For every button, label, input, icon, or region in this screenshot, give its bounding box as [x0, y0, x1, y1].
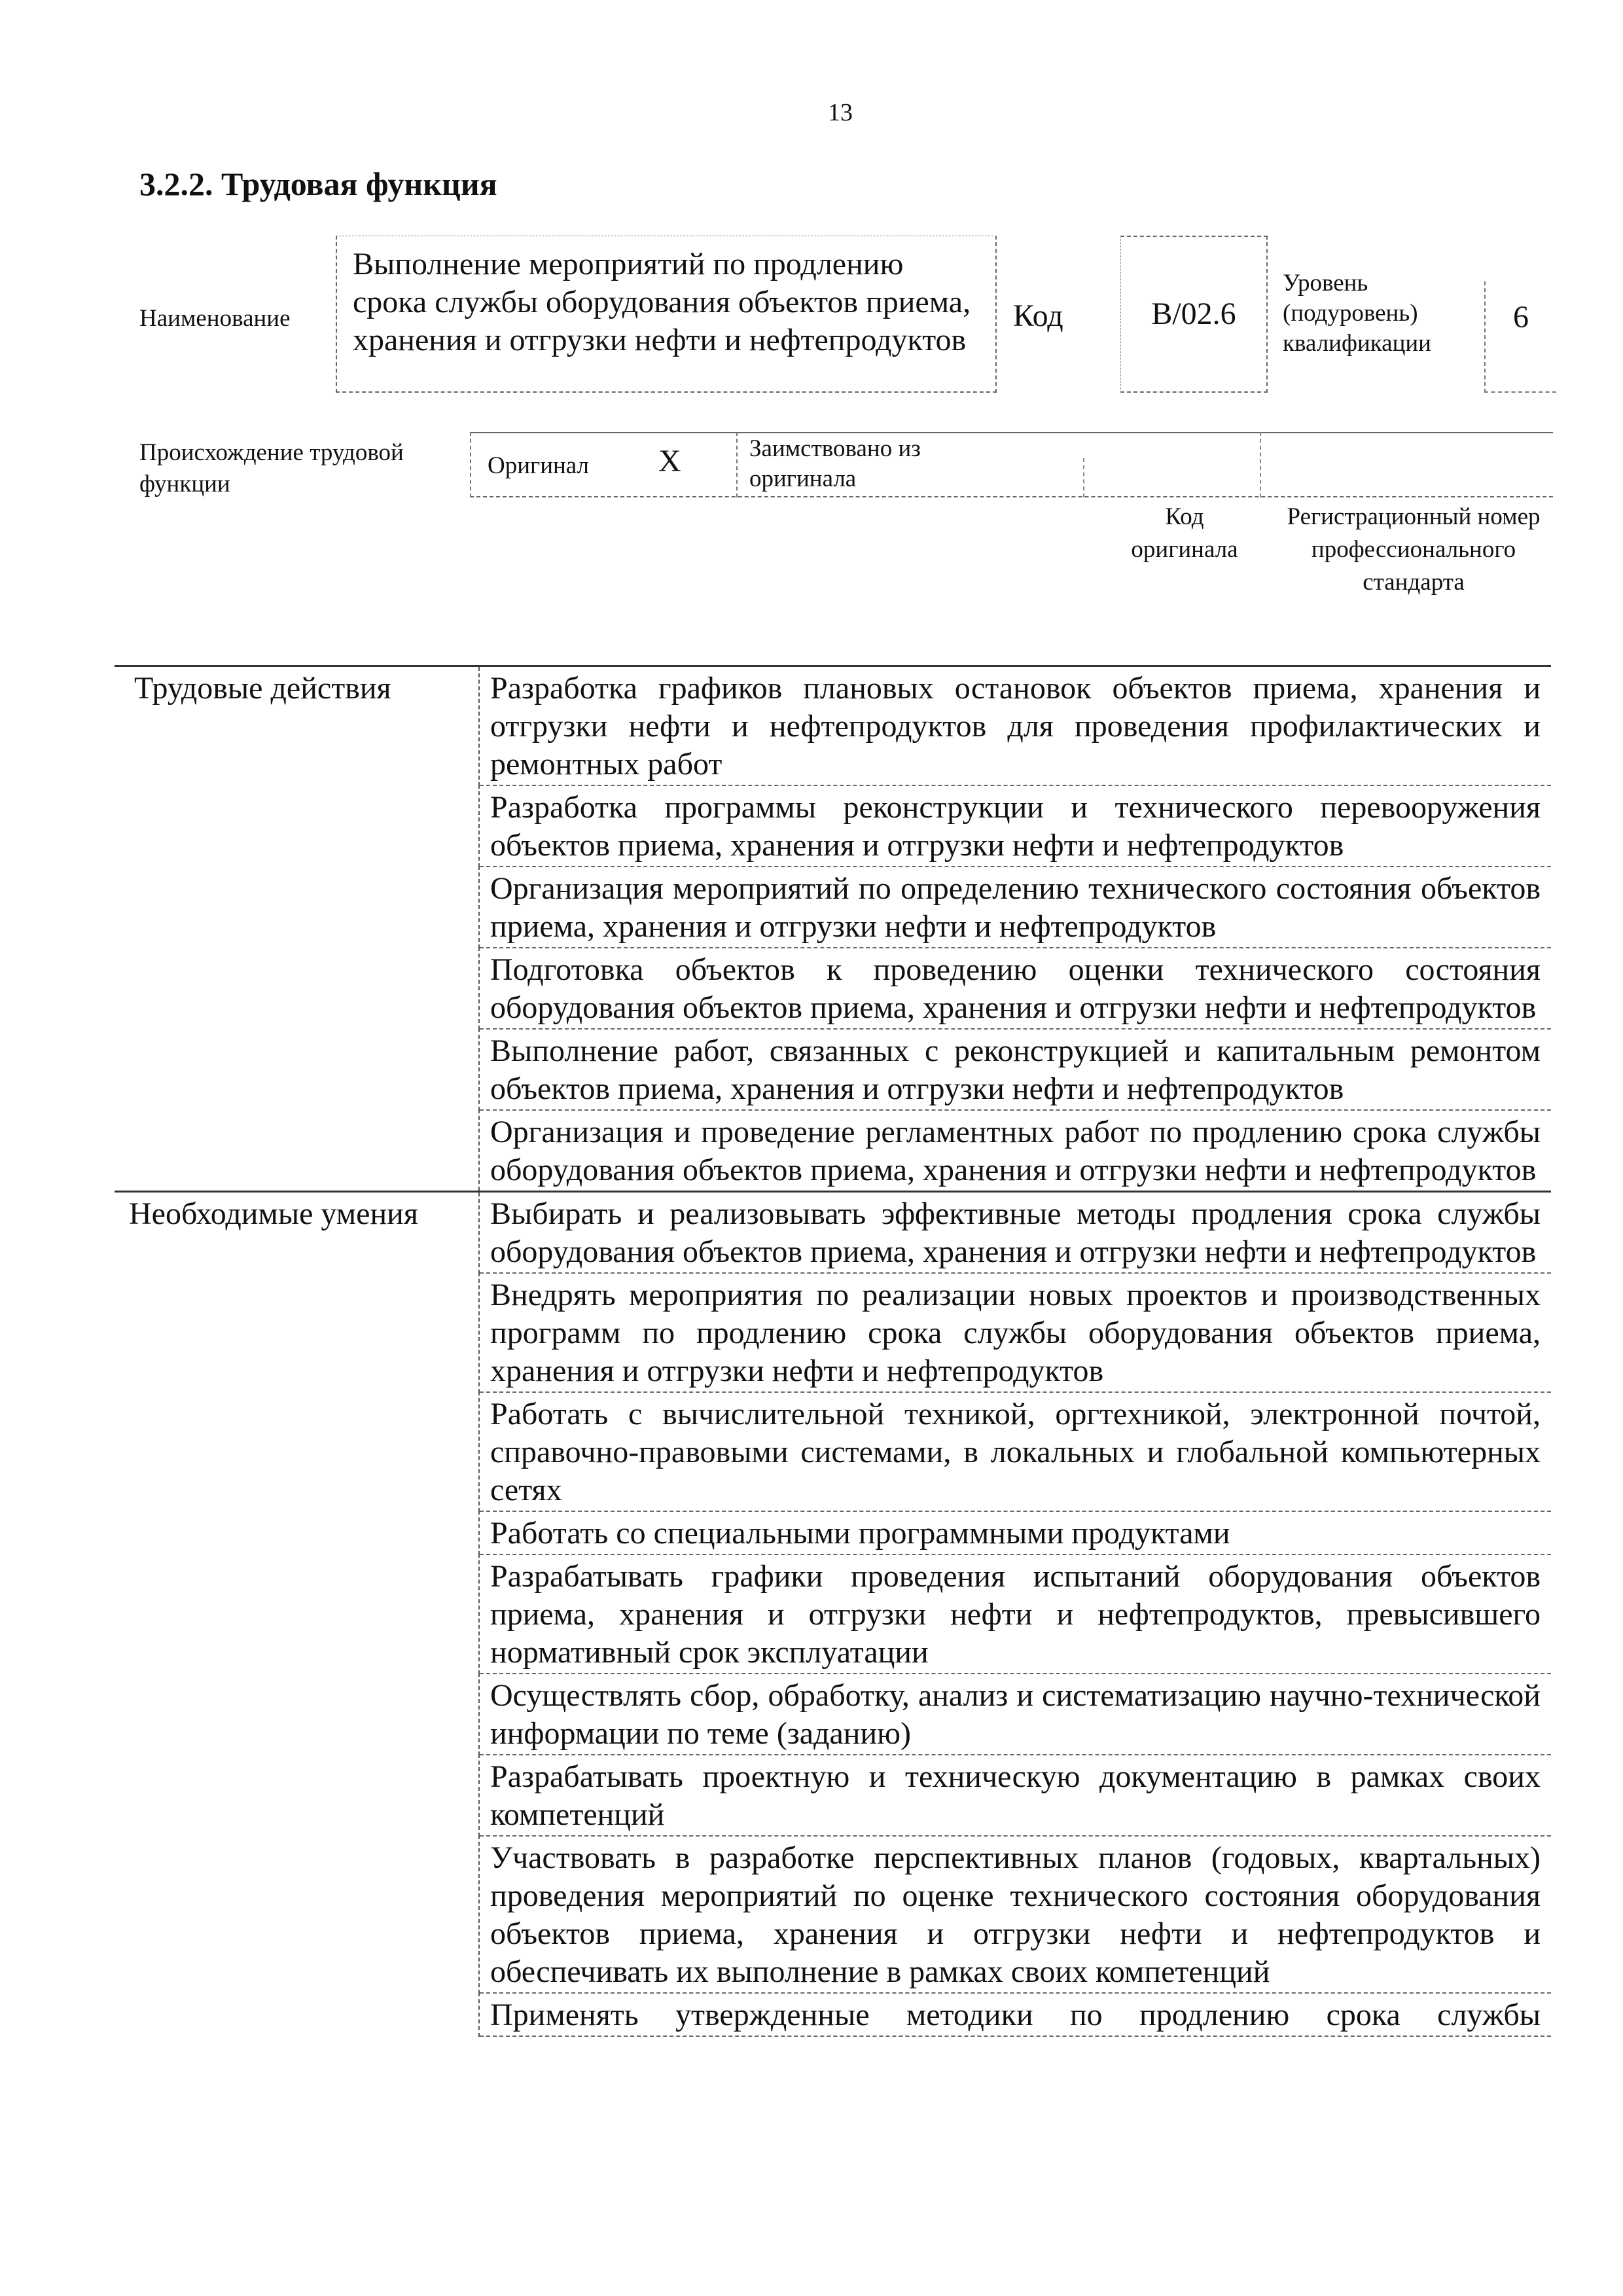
- origin-divider-left: [470, 432, 473, 497]
- original-mark: X: [658, 444, 681, 478]
- skill-item: Работать со специальными программными продуктами: [479, 1511, 1551, 1554]
- labor-actions-label: Трудовые действия: [115, 666, 479, 1192]
- skill-item: Разрабатывать проектную и техническую документацию в рамках своих компетенций: [479, 1755, 1551, 1836]
- level-label-line-2: (подуровень): [1283, 300, 1418, 327]
- function-code-box: [1120, 236, 1268, 393]
- skill-item: Внедрять мероприятия по реализации новых проектов и производственных программ по продлению срока службы оборудования объектов приема, хранения и отгрузки нефти и нефтепродуктов: [479, 1273, 1551, 1392]
- skill-item: Разрабатывать графики проведения испытаний оборудования объектов приема, хранения и отгрузки нефти и нефтепродуктов, превысившего нормативный срок эксплуатации: [479, 1554, 1551, 1674]
- code-label: Код: [1013, 298, 1063, 333]
- reg-number-caption: Регистрационный номер профессионального стандарта: [1287, 503, 1541, 596]
- function-name: Выполнение мероприятий по продлению срока службы оборудования объектов приема, хранения и отгрузки нефти и нефтепродуктов: [353, 247, 971, 357]
- labor-action-item: Разработка графиков плановых остановок объектов приема, хранения и отгрузки нефти и нефтепродуктов для проведения профилактических и ремонтных работ: [479, 666, 1551, 786]
- labor-action-item: Подготовка объектов к проведению оценки технического состояния оборудования объектов приема, хранения и отгрузки нефти и нефтепродуктов: [479, 948, 1551, 1029]
- level-value-box: [1484, 281, 1556, 393]
- level-label: [1283, 268, 1431, 359]
- table-row: [115, 1192, 1551, 1274]
- labor-action-item: Выполнение работ, связанных с реконструкцией и капитальным ремонтом объектов приема, хранения и отгрузки нефти и нефтепродуктов: [479, 1029, 1551, 1110]
- labor-action-item: Организация и проведение регламентных работ по продлению срока службы оборудования объектов приема, хранения и отгрузки нефти и нефтепродуктов: [479, 1110, 1551, 1192]
- skill-item: Работать с вычислительной техникой, оргтехникой, электронной почтой, справочно-правовыми системами, в локальных и глобальной компьютерных сетях: [479, 1392, 1551, 1511]
- skill-item: Выбирать и реализовывать эффективные методы продления срока службы оборудования объектов приема, хранения и отгрузки нефти и нефтепродуктов: [479, 1192, 1551, 1274]
- original-label: Оригинал: [488, 452, 590, 479]
- origin-divider-code: [1083, 458, 1086, 497]
- labor-action-item: Разработка программы реконструкции и технического перевооружения объектов приема, хранения и отгрузки нефти и нефтепродуктов: [479, 785, 1551, 867]
- name-label: Наименование: [139, 305, 291, 332]
- function-details-table: [115, 665, 1551, 2037]
- skill-item: Участвовать в разработке перспективных планов (годовых, квартальных) проведения мероприятий по оценке технического состояния оборудования объектов приема, хранения и отгрузки нефти и нефтепродуктов и обеспечивать их выполнение в рамках своих компетенций: [479, 1836, 1551, 1993]
- origin-divider-reg: [1260, 432, 1262, 497]
- section-title: 3.2.2. Трудовая функция: [139, 166, 497, 202]
- borrowed-label: Заимствовано из оригинала: [749, 435, 921, 492]
- function-code: B/02.6: [1151, 296, 1236, 331]
- function-name-box: [336, 236, 997, 393]
- labor-action-item: Организация мероприятий по определению технического состояния объектов приема, хранения и отгрузки нефти и нефтепродуктов: [479, 867, 1551, 948]
- origin-label: Происхождение трудовой функции: [139, 439, 404, 497]
- level-label-line-3: квалификации: [1283, 330, 1431, 357]
- skills-label: Необходимые умения: [115, 1192, 479, 2037]
- skill-item: Осуществлять сбор, обработку, анализ и систематизацию научно-технической информации по теме (заданию): [479, 1674, 1551, 1755]
- page-number: 13: [828, 99, 853, 126]
- level-label-line-1: Уровень: [1283, 270, 1368, 296]
- table-row: [115, 666, 1551, 786]
- skill-item: Применять утвержденные методики по продлению срока службы: [479, 1993, 1551, 2036]
- level-value: 6: [1513, 300, 1529, 334]
- origin-divider-mid: [736, 432, 739, 497]
- code-original-caption: Код оригинала: [1131, 503, 1238, 563]
